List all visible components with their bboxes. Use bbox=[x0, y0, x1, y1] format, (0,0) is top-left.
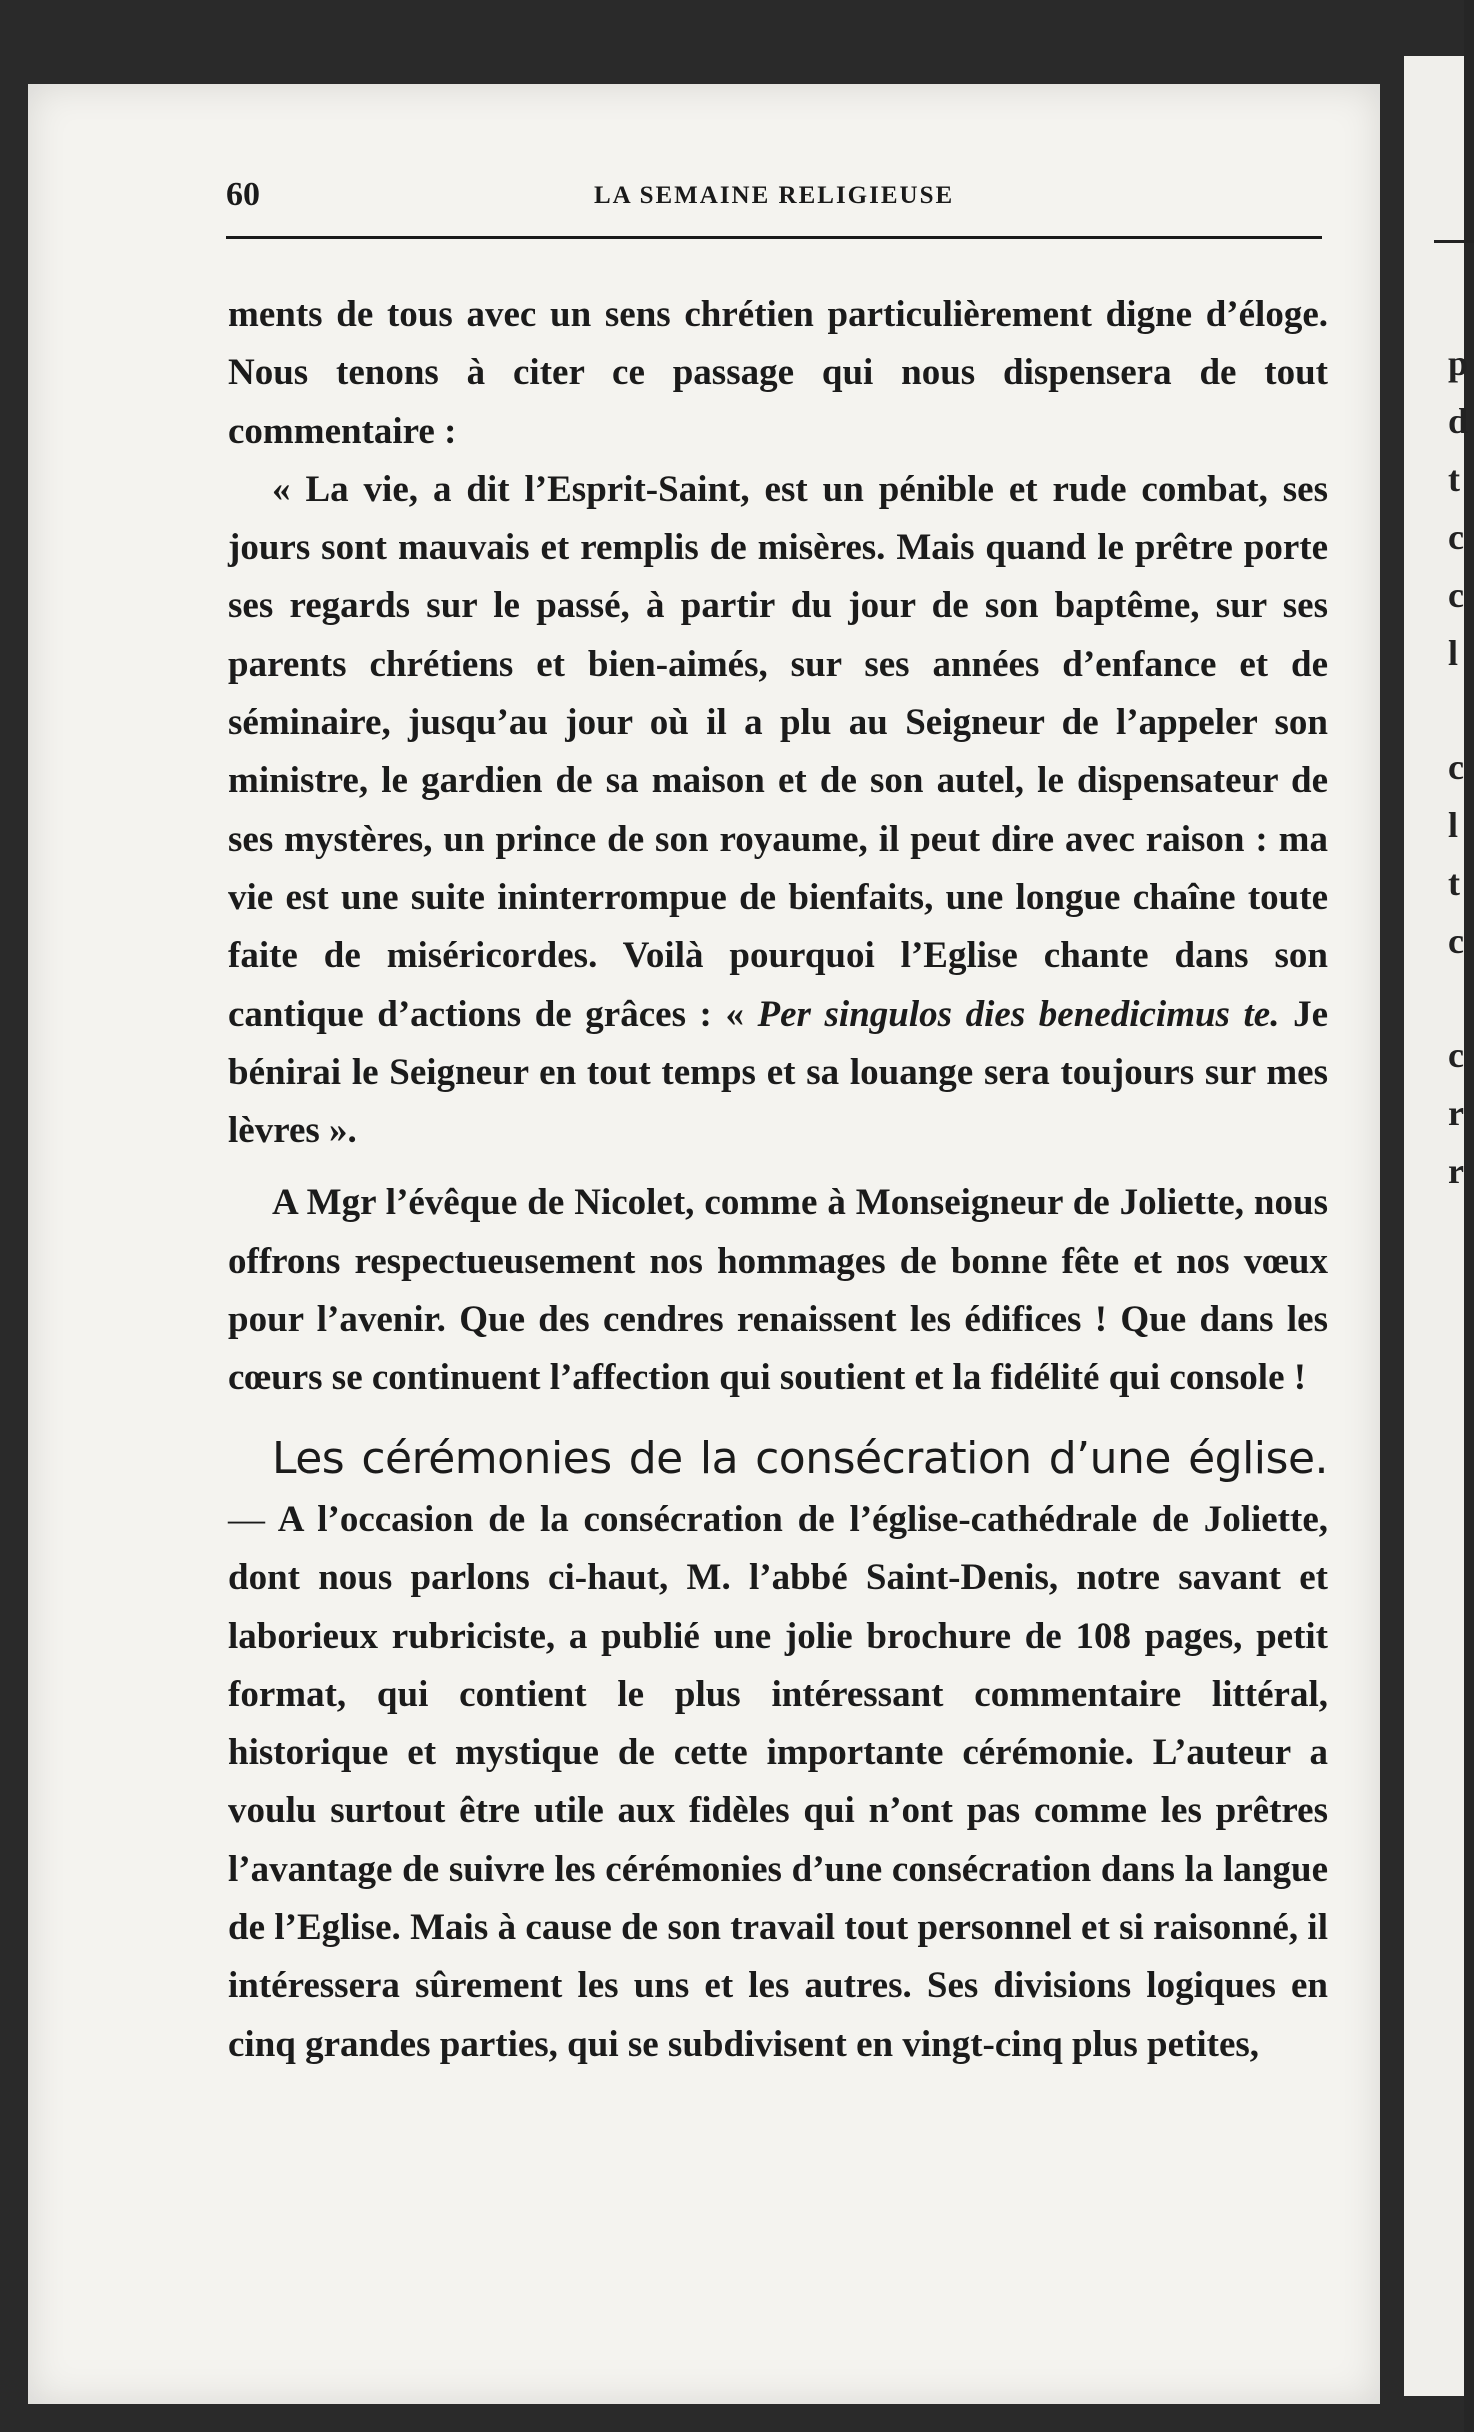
adjacent-page-letter: c bbox=[1448, 575, 1464, 615]
article-body bbox=[228, 286, 1328, 2074]
adjacent-page-letter: r bbox=[1448, 1151, 1464, 1191]
adjacent-page-letter: l bbox=[1448, 633, 1459, 673]
paragraph: A Mgr l’évêque de Nicolet, comme à Monseigneur de Joliette, nous offrons respectueusement nos hommages de bonne fête et nos vœux pour l’avenir. Que des cendres renaissent les édifices ! Que dans les cœurs se continuent l’affection qui soutient et la fidélité qui console ! bbox=[228, 1182, 1328, 1399]
adjacent-page-letter: p bbox=[1448, 343, 1469, 383]
adjacent-page-rule bbox=[1434, 240, 1474, 243]
running-title: LA SEMAINE RELIGIEUSE bbox=[594, 182, 955, 209]
section-title: Les cérémonies de la consécration d’une église. bbox=[272, 1432, 1328, 1484]
adjacent-page-letter: l bbox=[1448, 805, 1459, 845]
adjacent-page-letter: c bbox=[1448, 1035, 1464, 1075]
latin-quote: Per singulos dies benedicimus te. bbox=[757, 993, 1280, 1035]
section-paragraph bbox=[228, 1430, 1328, 2074]
section-dash: — bbox=[228, 1498, 265, 1540]
section-text: A l’occasion de la consécration de l’église-cathédrale de Joliette, dont nous parlons ci-haut, M. l’abbé Saint-Denis, notre savant et laborieux rubriciste, a publié une jolie brochure de 108 pages, petit format, qui contient le plus intéressant commentaire littéral, historique et mystique de cette importante cérémonie. L’auteur a voulu surtout être utile aux fidèles qui n’ont pas comme les prêtres l’avantage de suivre les cérémonies d’une consécration dans la langue de l’Eglise. Mais à cause de son travail tout personnel et si raisonné, il intéressera sûrement les uns et les autres. Ses divisions logiques en cinq grandes parties, qui se subdivisent en vingt-cinq plus petites, bbox=[228, 1498, 1328, 2065]
quotation-text: « La vie, a dit l’Esprit-Saint, est un pénible et rude combat, ses jours sont mauvais et remplis de misères. Mais quand le prêtre porte ses regards sur le passé, à partir du jour de son baptême, sur ses parents chrétiens et bien-aimés, sur ses années d’enfance et de séminaire, jusqu’au jour où il a plu au Seigneur de l’appeler son ministre, le gardien de sa maison et de son autel, le dispensateur de ses mystères, un prince de son royaume, il peut dire avec raison : ma vie est une suite ininterrompue de bienfaits, une longue chaîne toute faite de miséricordes. Voilà pourquoi l’Eglise chante dans son cantique d’actions de grâces : « bbox=[228, 468, 1328, 1035]
header-rule bbox=[226, 236, 1322, 239]
adjacent-page-letter: c bbox=[1448, 921, 1464, 961]
adjacent-page-letter: c bbox=[1448, 517, 1464, 557]
adjacent-page-edge bbox=[1404, 56, 1469, 2396]
quotation-text-end: Je bénirai le Seigneur en tout temps et sa louange sera toujours sur mes lèvres ». bbox=[228, 993, 1328, 1152]
running-head bbox=[226, 176, 1322, 220]
quotation-paragraph bbox=[228, 461, 1328, 1161]
adjacent-page-letter: r bbox=[1448, 1093, 1464, 1133]
page-number: 60 bbox=[226, 176, 260, 213]
adjacent-page-letter: d bbox=[1448, 401, 1469, 441]
paragraph: ments de tous avec un sens chrétien particulièrement digne d’éloge. Nous tenons à citer ce passage qui nous dispensera de tout commentaire : bbox=[228, 294, 1328, 452]
adjacent-page-letter: c bbox=[1448, 747, 1464, 787]
adjacent-page-letter: t bbox=[1448, 863, 1460, 903]
adjacent-page-letter: t bbox=[1448, 459, 1460, 499]
